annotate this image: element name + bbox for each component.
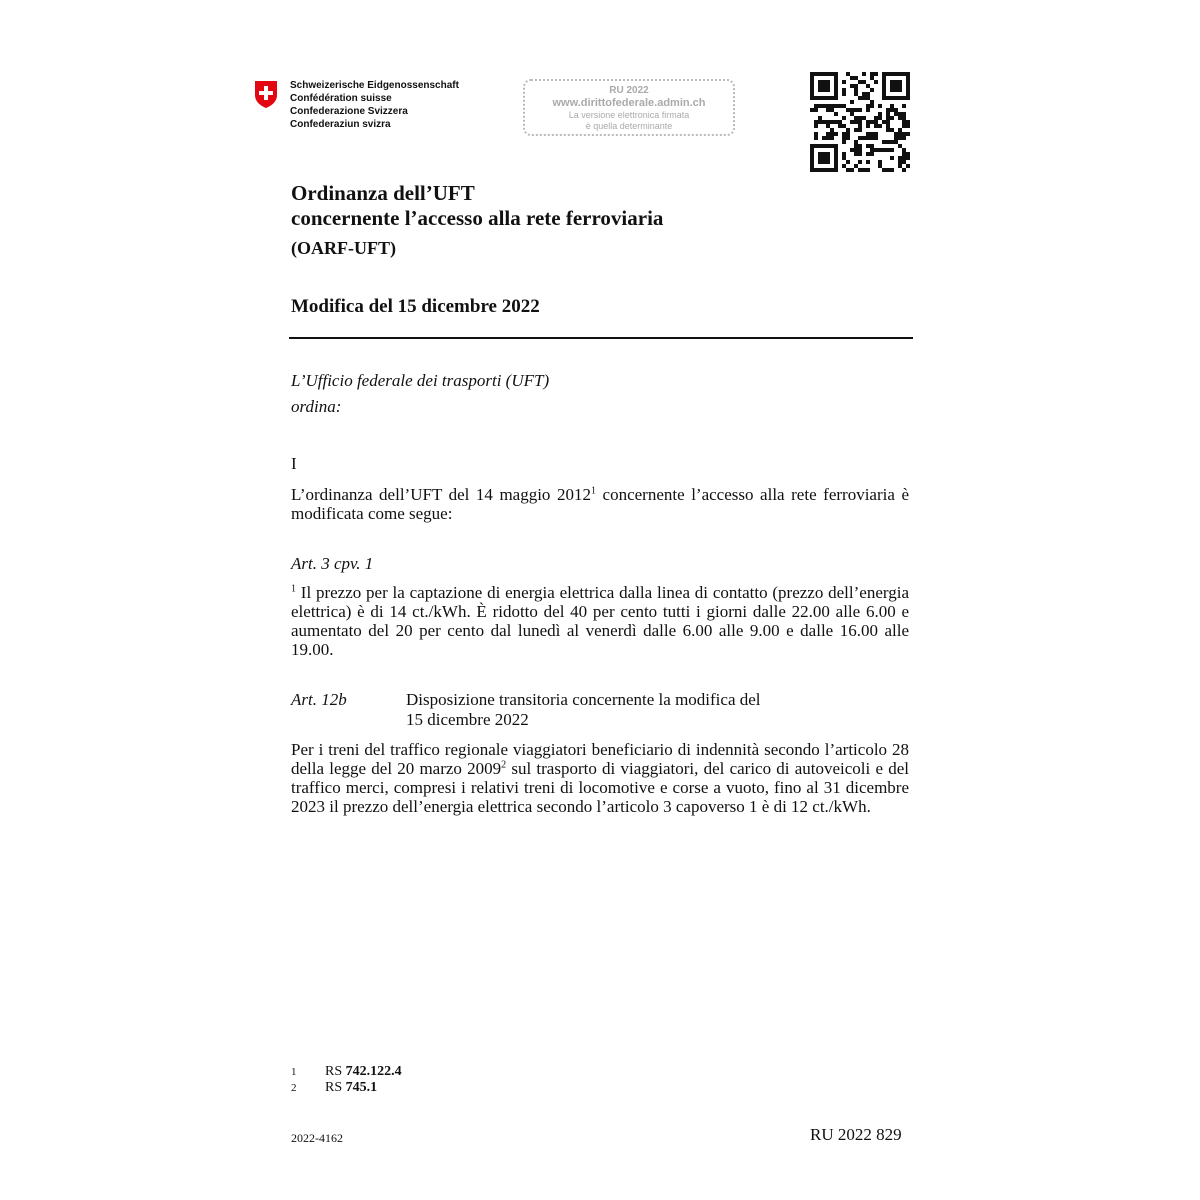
amendment-paragraph bbox=[291, 485, 909, 523]
paragraph-number: 1 bbox=[291, 583, 296, 595]
document-number: 2022-4162 bbox=[291, 1131, 343, 1145]
footnote-1-prefix: RS bbox=[325, 1064, 346, 1079]
enacting-authority: L’Ufficio federale dei trasporti (UFT) bbox=[291, 371, 550, 390]
enacting-verb: ordina: bbox=[291, 397, 342, 416]
footnote-2-ref[interactable]: 745.1 bbox=[345, 1080, 378, 1095]
footnote-ref-2[interactable]: 2 bbox=[501, 759, 507, 771]
footnote-1-ref[interactable]: 742.122.4 bbox=[345, 1064, 402, 1079]
para1-text-a: L’ordinanza dell’UFT del 14 maggio 2012 bbox=[291, 485, 591, 504]
administration-names bbox=[290, 79, 459, 131]
official-compilation-ref: RU 2022 829 bbox=[810, 1125, 902, 1144]
footnote-1 bbox=[291, 1064, 402, 1080]
title-abbreviation: (OARF-UFT) bbox=[291, 238, 396, 258]
article-3-text: Il prezzo per la captazione di energia elettrica dalla linea di contatto (prezzo dell’energia elettrica) è di 14 ct./kWh. È ridotto del 40 per cento tutti i giorni dalle 22.00 alle 6.00 e aumentato del 20 per cento dal lunedì al venerdì dalle 6.00 alle 9.00 e dalle 16.00 alle 19.00. bbox=[291, 583, 909, 659]
article-3-label: Art. 3 cpv. 1 bbox=[291, 554, 374, 573]
enacting-clause bbox=[291, 368, 549, 420]
article-12b-text-a: Per i treni del traffico regionale viaggiatori beneficiario di indennità secondo l’articolo 28 della legge del 20 marzo 2009 bbox=[291, 740, 909, 778]
qr-code-icon bbox=[810, 72, 910, 172]
article-12b-paragraph bbox=[291, 740, 909, 816]
title-line-2: concernente l’accesso alla rete ferroviaria bbox=[291, 206, 664, 230]
title-line-1: Ordinanza dell’UFT bbox=[291, 181, 475, 205]
article-12b-text-b: sul trasporto di viaggiatori, del carico di autoveicoli e del traffico merci, compresi i relativi treni di locomotive e corse a vuoto, fino al 31 dicembre 2023 il prezzo dell’energia elettrica secondo l’articolo 3 capoverso 1 è di 12 ct./kWh. bbox=[291, 759, 909, 816]
admin-name-rm: Confederaziun svizra bbox=[290, 119, 391, 130]
stamp-url: www.dirittofederale.admin.ch bbox=[552, 97, 706, 109]
para1-text-b: concernente l’accesso alla rete ferroviaria è modificata come segue: bbox=[291, 485, 909, 523]
footnote-ref-1[interactable]: 1 bbox=[590, 485, 596, 497]
article-3-paragraph bbox=[291, 583, 909, 659]
footnote-2-number: 2 bbox=[291, 1082, 297, 1094]
article-12b-label: Art. 12b bbox=[291, 690, 347, 709]
article-12b-title bbox=[406, 690, 826, 730]
stamp-ru: RU 2022 bbox=[609, 85, 649, 96]
section-number: I bbox=[291, 454, 297, 473]
stamp-note-1: La versione elettronica firmata bbox=[568, 110, 690, 120]
article-12b-title-line-1: Disposizione transitoria concernente la modifica del bbox=[406, 690, 761, 709]
footnote-2-prefix: RS bbox=[325, 1080, 346, 1095]
stamp-note-2: è quella determinante bbox=[585, 121, 673, 131]
swiss-flag-icon bbox=[253, 79, 279, 109]
article-12b-title-line-2: 15 dicembre 2022 bbox=[406, 710, 529, 729]
footnote-1-number: 1 bbox=[291, 1066, 297, 1078]
admin-name-de: Schweizerische Eidgenossenschaft bbox=[290, 80, 459, 91]
admin-name-fr: Confédération suisse bbox=[290, 93, 392, 104]
admin-name-it: Confederazione Svizzera bbox=[290, 106, 408, 117]
amendment-date: Modifica del 15 dicembre 2022 bbox=[291, 296, 540, 317]
page-title bbox=[291, 181, 663, 231]
divider bbox=[289, 337, 913, 339]
electronic-signature-stamp bbox=[523, 79, 735, 136]
footnote-2 bbox=[291, 1080, 377, 1096]
